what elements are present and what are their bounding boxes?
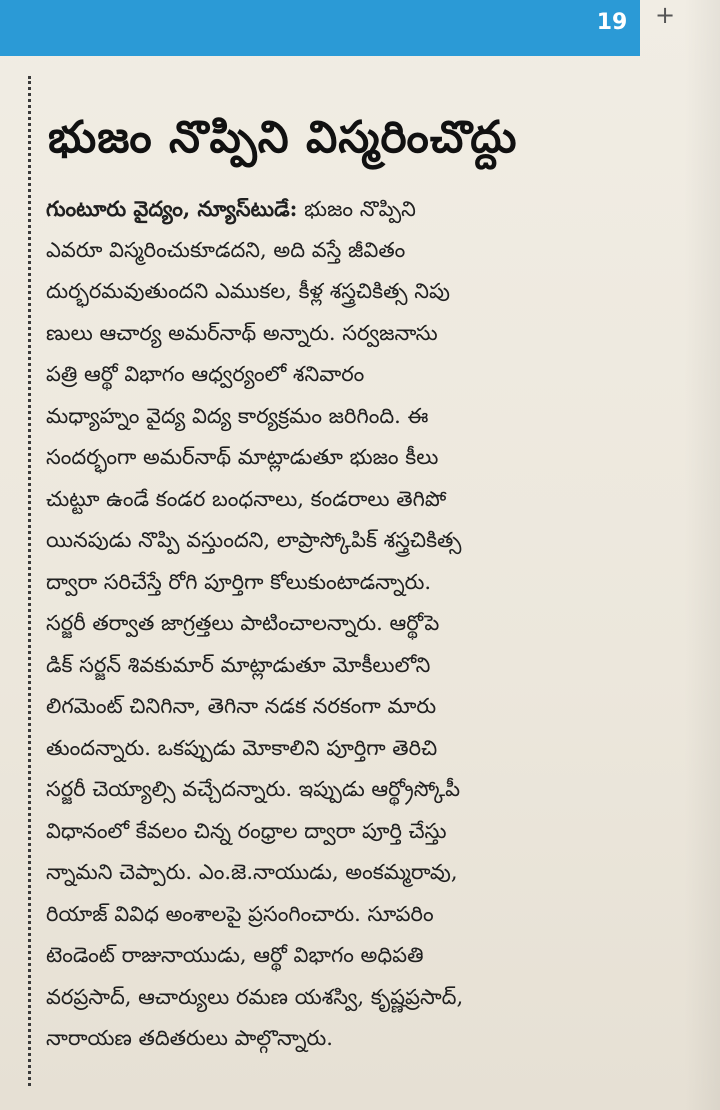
body-line: తుందన్నారు. ఒకప్పుడు మోకాలిని పూర్తిగా తెరిచి xyxy=(46,735,438,760)
crop-mark-icon: + xyxy=(654,1,676,29)
body-line: ఎవరూ విస్మరించుకూడదని, అది వస్తే జీవితం xyxy=(46,237,406,262)
body-line: నారాయణ తదితరులు పాల్గొన్నారు. xyxy=(46,1026,333,1050)
body-line: సర్జరీ తర్వాత జాగ్రత్తలు పాటించాలన్నారు. ఆర్థోపె xyxy=(46,611,440,635)
page-edge-shadow xyxy=(684,0,720,1110)
body-line: లిగమెంట్ చినిగినా, తెగినా నడక నరకంగా మారు xyxy=(46,694,437,718)
body-line: చుట్టూ ఉండే కండర బంధనాలు, కండరాలు తెగిపో xyxy=(46,486,447,511)
body-line: టెండెంట్ రాజునాయుడు, ఆర్థో విభాగం అధిపతి xyxy=(46,943,424,967)
body-line: రియాజ్ వివిధ అంశాలపై ప్రసంగించారు. సూపరిం xyxy=(46,901,434,926)
body-line: సర్జరీ చెయ్యాల్సి వచ్చేదన్నారు. ఇప్పుడు ఆర్థ్రోస్కోపీ xyxy=(46,777,461,801)
body-line: ద్వారా సరిచేస్తే రోగి పూర్తిగా కోలుకుంటాడన్నారు. xyxy=(46,569,432,594)
column-dotted-rule xyxy=(28,76,31,1086)
body-line: దుర్భరమవుతుందని ఎముకల, కీళ్ల శస్త్రచికిత్స నిపు xyxy=(46,279,450,303)
body-line: యినపుడు నొప్పి వస్తుందని, లాప్రాస్కోపిక్ శస్త్రచికిత్స xyxy=(46,528,462,552)
body-line: మధ్యాహ్నం వైద్య విద్య కార్యక్రమం జరిగింది. ఈ xyxy=(46,403,429,428)
body-line: ణులు ఆచార్య అమర్‌నాథ్ అన్నారు. సర్వజనాసు xyxy=(46,320,438,345)
article-body xyxy=(46,188,642,1060)
body-line: డిక్ సర్జన్ శివకుమార్ మాట్లాడుతూ మోకీలులోని xyxy=(46,652,431,677)
body-line: న్నామని చెప్పారు. ఎం.జె.నాయుడు, అంకమ్మరావు, xyxy=(46,860,458,884)
body-line xyxy=(46,188,642,230)
body-line: పత్రి ఆర్థో విభాగం ఆధ్వర్యంలో శనివారం xyxy=(46,362,365,386)
article-headline: భుజం నొప్పిని విస్మరించొద్దు xyxy=(48,112,518,163)
page-number: 19 xyxy=(596,10,628,35)
body-line: సందర్భంగా అమర్‌నాథ్ మాట్లాడుతూ భుజం కీలు xyxy=(46,445,439,469)
body-line-text: భుజం నొప్పిని xyxy=(304,197,416,221)
body-line: వరప్రసాద్, ఆచార్యులు రమణ యశస్వి, కృష్ణప్రసాద్, xyxy=(46,984,464,1009)
article-dateline: గుంటూరు వైద్యం, న్యూస్‌టుడే: xyxy=(46,196,298,221)
body-line: విధానంలో కేవలం చిన్న రంధ్రాల ద్వారా పూర్తి చేస్తు xyxy=(46,818,447,843)
page-header-band xyxy=(0,0,640,56)
